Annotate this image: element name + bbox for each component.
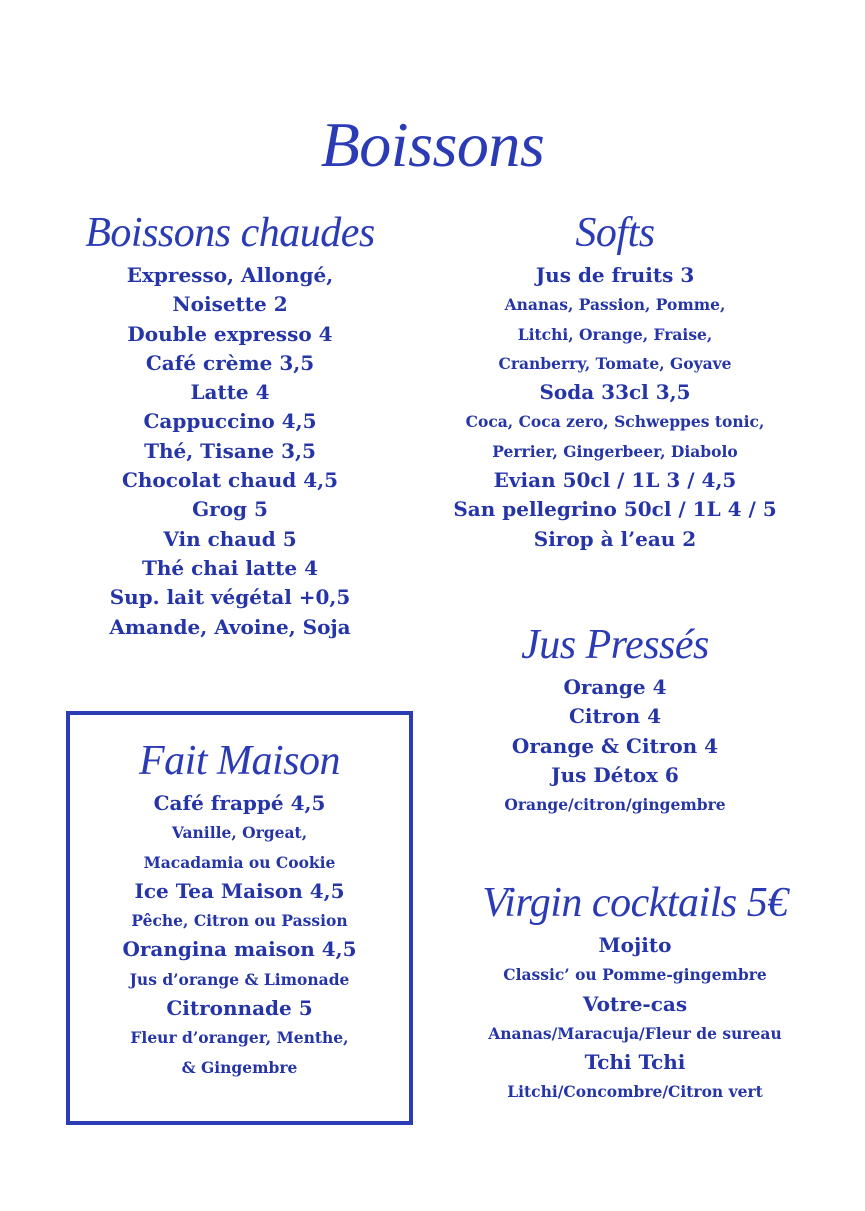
menu-item: San pellegrino 50cl / 1L 4 / 5 xyxy=(453,497,777,522)
menu-item: Thé, Tisane 3,5 xyxy=(144,438,316,463)
menu-list xyxy=(80,261,380,642)
menu-item: Grog 5 xyxy=(192,497,268,522)
menu-item-detail: Vanille, Orgeat, xyxy=(171,823,308,843)
menu-item: Votre-cas xyxy=(582,991,688,1016)
section-heading: Fait Maison xyxy=(139,738,340,784)
menu-item: Café frappé 4,5 xyxy=(153,791,326,815)
menu-item: Orange & Citron 4 xyxy=(511,733,719,758)
menu-list xyxy=(430,931,840,1107)
menu-item: Citronnade 5 xyxy=(166,996,313,1021)
menu-item: Sup. lait végétal +0,5 xyxy=(109,585,351,610)
section-heading: Jus Pressés xyxy=(521,622,709,668)
menu-item: Orange 4 xyxy=(563,675,667,699)
section-boissons-chaudes xyxy=(80,205,380,642)
menu-item: Tchi Tchi xyxy=(584,1050,686,1075)
section-softs xyxy=(410,205,820,554)
menu-item-detail: Ananas, Passion, Pomme, xyxy=(504,295,726,315)
menu-item: Jus Détox 6 xyxy=(551,762,679,787)
menu-list xyxy=(66,789,413,1082)
menu-item: Soda 33cl 3,5 xyxy=(539,380,691,405)
menu-item: Orangina maison 4,5 xyxy=(122,937,357,962)
menu-item: Mojito xyxy=(598,933,672,957)
section-fait-maison xyxy=(66,733,413,1082)
section-heading: Softs xyxy=(575,210,655,256)
menu-item-detail: Litchi/Concombre/Citron vert xyxy=(507,1082,763,1102)
menu-item-detail: Fleur d’oranger, Menthe, xyxy=(130,1028,349,1048)
menu-item: Expresso, Allongé, xyxy=(126,263,334,287)
menu-item-detail: Cranberry, Tomate, Goyave xyxy=(498,353,732,373)
menu-item: Café crème 3,5 xyxy=(145,350,315,375)
menu-item: Evian 50cl / 1L 3 / 4,5 xyxy=(493,468,737,493)
menu-item-detail: & Gingembre xyxy=(181,1057,298,1077)
menu-item: Cappuccino 4,5 xyxy=(143,409,317,434)
menu-item-detail: Perrier, Gingerbeer, Diabolo xyxy=(492,441,738,461)
menu-item: Citron 4 xyxy=(568,704,662,729)
menu-item-detail: Macadamia ou Cookie xyxy=(143,852,336,872)
menu-item-detail: Classic’ ou Pomme-gingembre xyxy=(503,965,767,985)
menu-item: Jus de fruits 3 xyxy=(535,263,695,287)
menu-item-detail: Orange/citron/gingembre xyxy=(504,795,726,815)
section-jus-presses xyxy=(450,617,780,819)
menu-item: Vin chaud 5 xyxy=(163,526,297,551)
menu-item: Thé chai latte 4 xyxy=(142,555,318,580)
menu-item: Ice Tea Maison 4,5 xyxy=(134,878,345,903)
menu-item: Chocolat chaud 4,5 xyxy=(121,468,339,493)
menu-item: Latte 4 xyxy=(190,380,270,405)
menu-item-detail: Coca, Coca zero, Schweppes tonic, xyxy=(465,412,765,432)
section-heading: Boissons chaudes xyxy=(85,210,375,256)
section-heading: Virgin cocktails 5€ xyxy=(482,880,788,926)
menu-item: Sirop à l’eau 2 xyxy=(533,526,697,551)
menu-item: Double expresso 4 xyxy=(127,321,333,346)
menu-item: Noisette 2 xyxy=(172,292,288,317)
section-virgin-cocktails xyxy=(430,875,840,1107)
menu-list xyxy=(410,261,820,554)
menu-item-detail: Litchi, Orange, Fraise, xyxy=(517,324,713,344)
page-title: Boissons xyxy=(320,108,545,180)
menu-item-detail: Ananas/Maracuja/Fleur de sureau xyxy=(488,1023,782,1043)
menu-item: Amande, Avoine, Soja xyxy=(109,614,351,639)
menu-item-detail: Jus d’orange & Limonade xyxy=(129,969,350,989)
menu-list xyxy=(450,673,780,819)
menu-item-detail: Pêche, Citron ou Passion xyxy=(131,911,348,931)
